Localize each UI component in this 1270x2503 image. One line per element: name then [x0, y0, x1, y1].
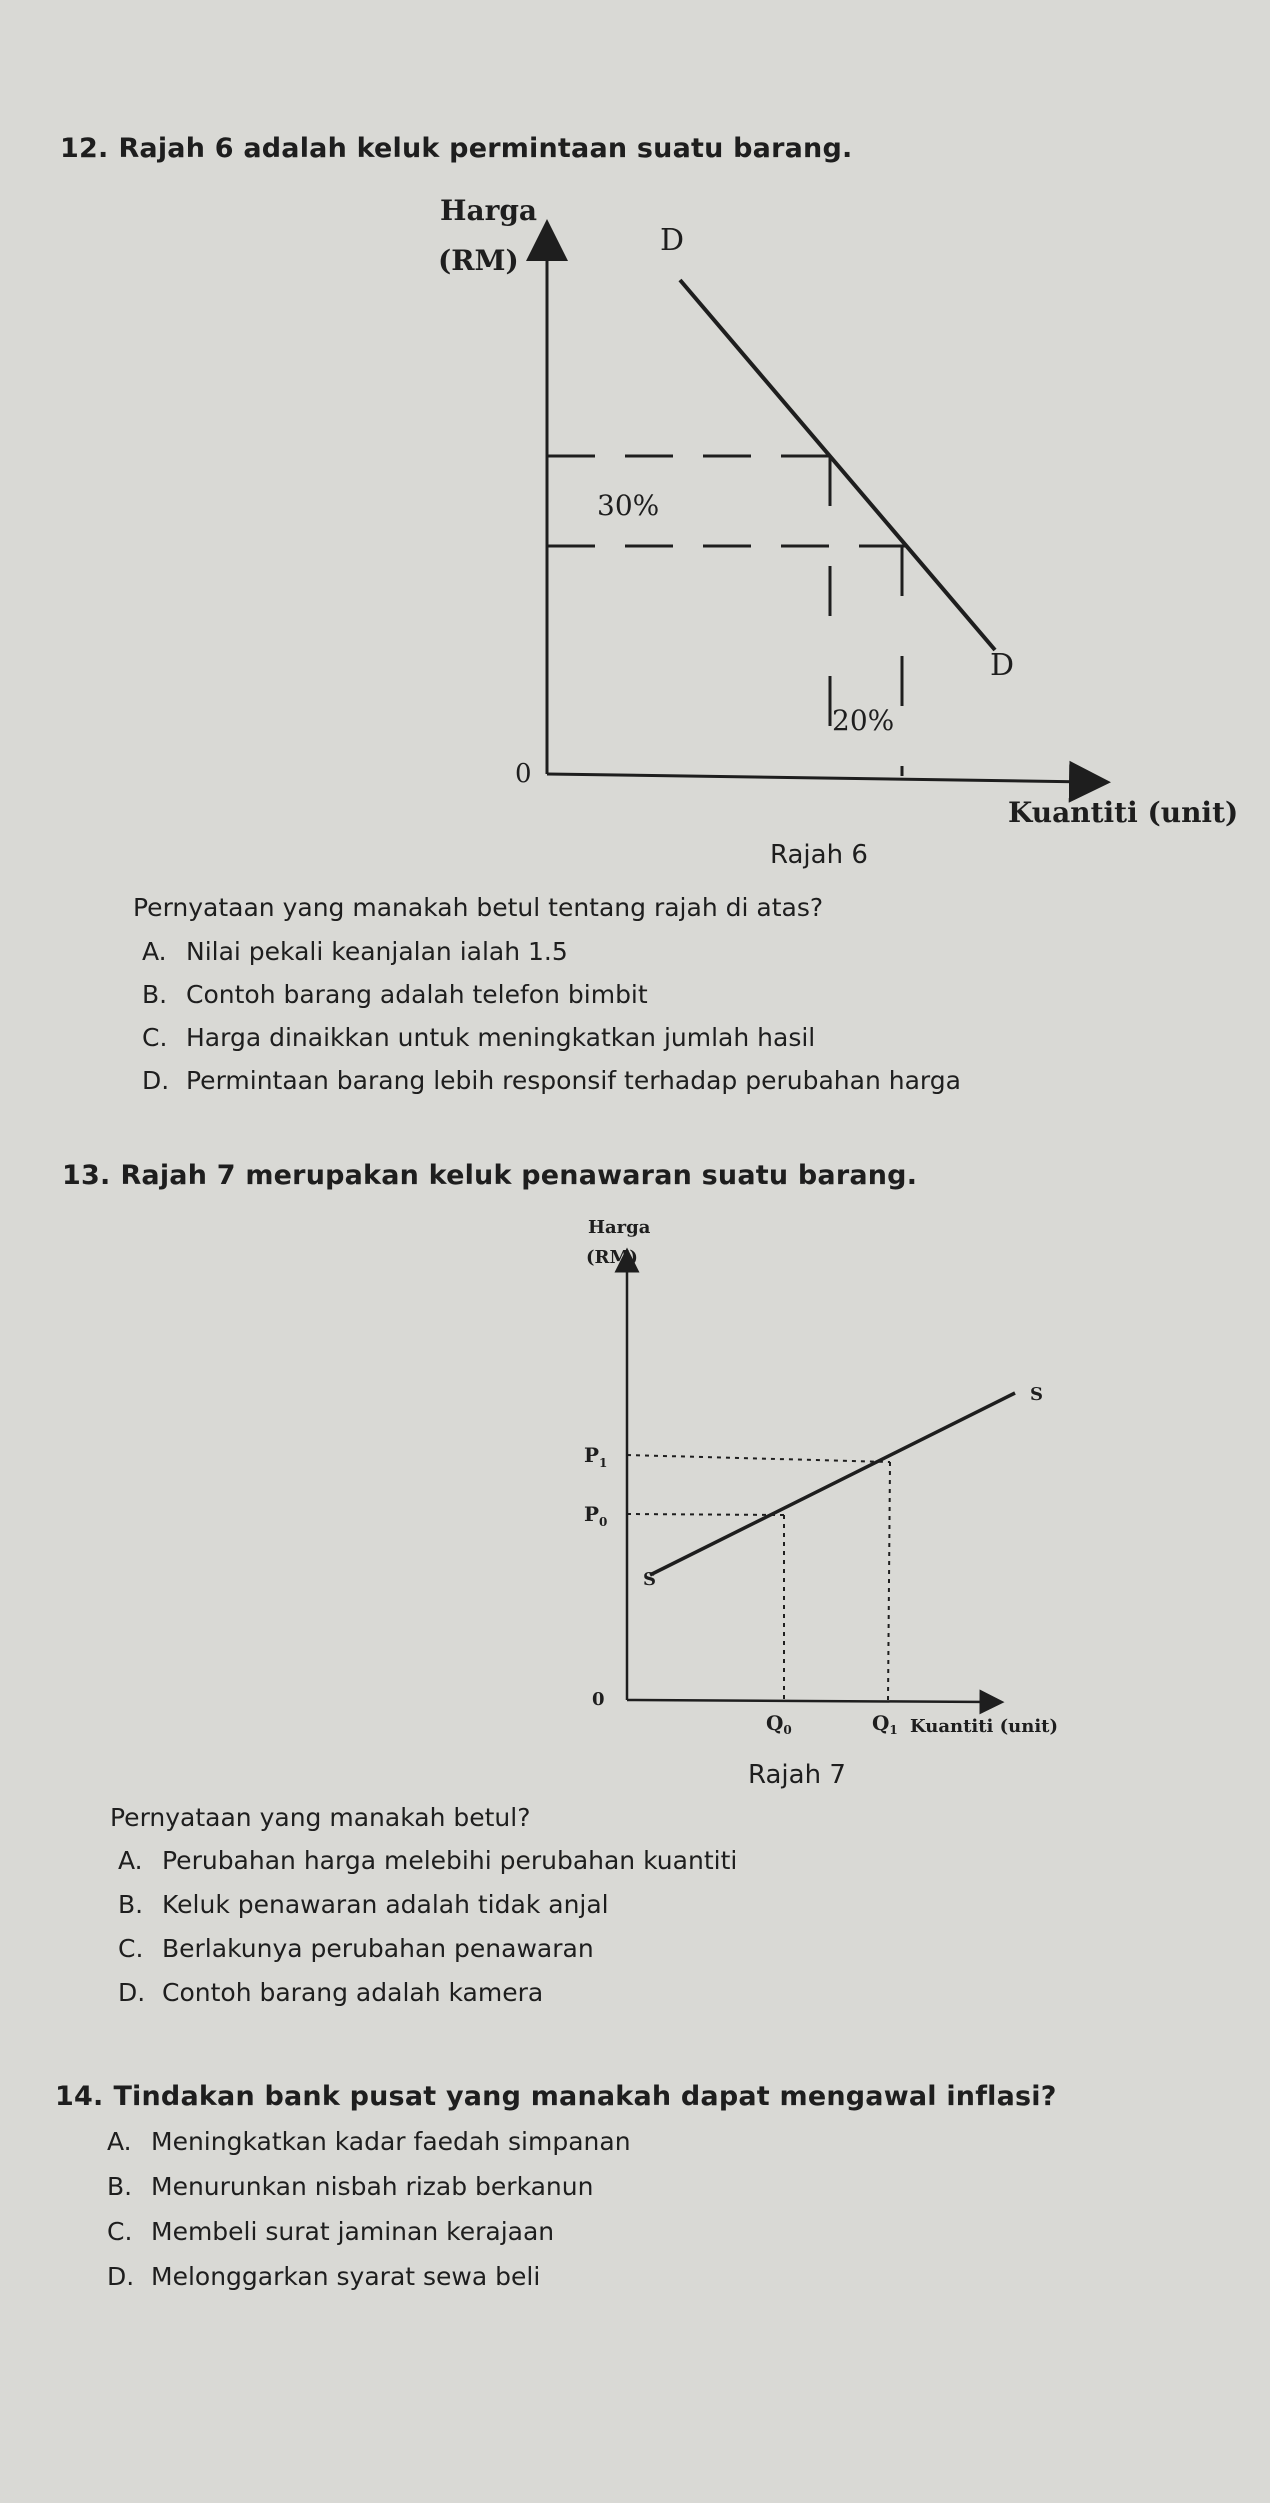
- x-axis-label: Kuantiti (unit): [910, 1716, 1059, 1737]
- option-d[interactable]: [107, 2262, 540, 2291]
- option-letter: B.: [118, 1890, 144, 1919]
- origin-label: 0: [592, 1689, 605, 1710]
- price-change-label: 30%: [597, 489, 660, 522]
- option-text: Berlakunya perubahan penawaran: [162, 1934, 594, 1963]
- quantity-line-q1: [888, 1462, 890, 1700]
- option-text: Membeli surat jaminan kerajaan: [151, 2217, 555, 2246]
- origin-label: 0: [515, 759, 532, 789]
- option-letter: A.: [142, 937, 167, 966]
- option-b[interactable]: [107, 2172, 593, 2201]
- option-letter: C.: [142, 1023, 168, 1052]
- question-text: Rajah 6 adalah keluk permintaan suatu barang.: [118, 133, 853, 164]
- curve-label-s-bottom: S: [643, 1569, 656, 1590]
- x-axis: [547, 774, 1090, 782]
- option-letter: B.: [142, 980, 168, 1009]
- option-d[interactable]: [142, 1066, 961, 1095]
- option-letter: C.: [107, 2217, 133, 2246]
- option-text: Meningkatkan kadar faedah simpanan: [151, 2127, 631, 2156]
- figure-caption: Rajah 6: [770, 840, 868, 870]
- figure-caption: Rajah 7: [748, 1760, 846, 1790]
- option-text: Harga dinaikkan untuk meningkatkan jumlah hasil: [186, 1023, 816, 1052]
- y-axis-label-2: (RM): [438, 244, 519, 277]
- option-letter: B.: [107, 2172, 133, 2201]
- quantity-label-q1: $Q_1$: [872, 1711, 898, 1737]
- option-a[interactable]: [142, 937, 568, 966]
- option-a[interactable]: [107, 2127, 631, 2156]
- curve-label-d-top: D: [660, 223, 685, 258]
- question-stem: Pernyataan yang manakah betul tentang rajah di atas?: [133, 893, 824, 922]
- question-stem: Pernyataan yang manakah betul?: [110, 1803, 531, 1832]
- option-letter: A.: [107, 2127, 132, 2156]
- option-letter: D.: [118, 1978, 146, 2007]
- option-text: Permintaan barang lebih responsif terhadap perubahan harga: [186, 1066, 961, 1095]
- option-text: Perubahan harga melebihi perubahan kuantiti: [162, 1846, 738, 1875]
- price-label-p0: $P_0$: [584, 1502, 608, 1529]
- curve-label-d-bottom: D: [990, 648, 1015, 683]
- option-text: Menurunkan nisbah rizab berkanun: [151, 2172, 594, 2201]
- option-a[interactable]: [118, 1846, 737, 1875]
- option-text: Keluk penawaran adalah tidak anjal: [162, 1890, 609, 1919]
- question-number: 13.: [62, 1160, 111, 1191]
- option-text: Contoh barang adalah kamera: [162, 1978, 544, 2007]
- y-axis-label-1: Harga: [440, 194, 538, 227]
- y-axis-label-2: (RM): [586, 1247, 638, 1268]
- quantity-label-q0: $Q_0$: [766, 1711, 792, 1737]
- x-axis-label: Kuantiti (unit): [1008, 796, 1239, 829]
- option-d[interactable]: [118, 1978, 543, 2007]
- question-number: 12.: [60, 133, 109, 164]
- x-axis: [627, 1700, 992, 1702]
- question-text: Tindakan bank pusat yang manakah dapat mengawal inflasi?: [113, 2081, 1057, 2112]
- question-text: Rajah 7 merupakan keluk penawaran suatu barang.: [120, 1160, 918, 1191]
- supply-curve: [650, 1393, 1015, 1575]
- option-letter: C.: [118, 1934, 144, 1963]
- option-b[interactable]: [118, 1890, 609, 1919]
- price-line-p1: [627, 1455, 890, 1462]
- question-number: 14.: [55, 2081, 104, 2112]
- option-b[interactable]: [142, 980, 648, 1009]
- price-line-p0: [627, 1514, 784, 1515]
- figure-rajah-7: [0, 1200, 1270, 1760]
- option-letter: A.: [118, 1846, 143, 1875]
- option-c[interactable]: [118, 1934, 594, 1963]
- option-letter: D.: [107, 2262, 135, 2291]
- demand-curve: [680, 280, 995, 650]
- y-axis-label-1: Harga: [588, 1217, 651, 1238]
- quantity-change-label: 20%: [832, 704, 895, 737]
- option-c[interactable]: [107, 2217, 554, 2246]
- question-13-title: [62, 1160, 917, 1191]
- curve-label-s-top: S: [1030, 1384, 1043, 1405]
- option-c[interactable]: [142, 1023, 815, 1052]
- price-label-p1: $P_1$: [584, 1443, 608, 1470]
- option-text: Melonggarkan syarat sewa beli: [151, 2262, 541, 2291]
- option-text: Contoh barang adalah telefon bimbit: [186, 980, 648, 1009]
- question-14-title: [55, 2081, 1057, 2112]
- option-letter: D.: [142, 1066, 170, 1095]
- question-12-title: [60, 133, 852, 164]
- option-text: Nilai pekali keanjalan ialah 1.5: [186, 937, 568, 966]
